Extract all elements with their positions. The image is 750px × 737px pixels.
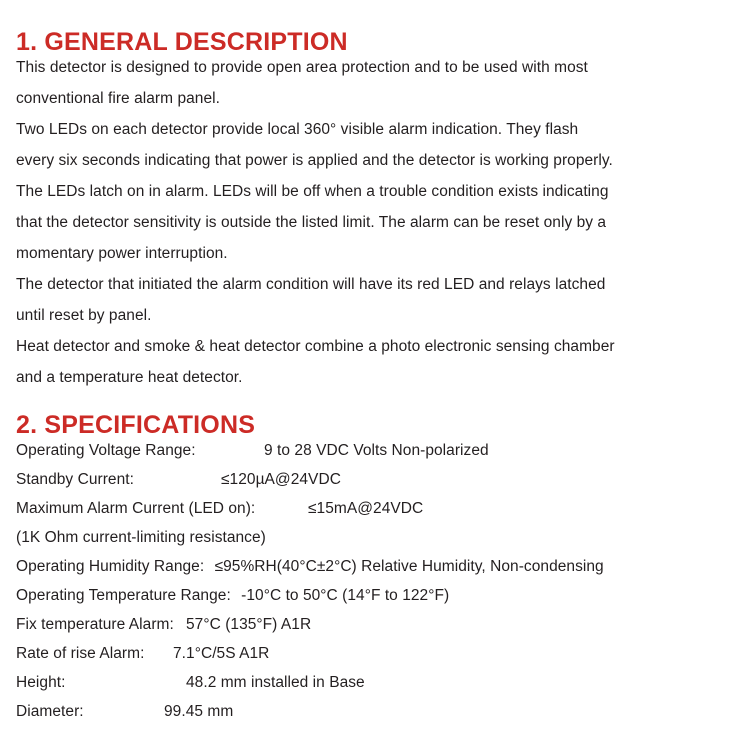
spec-row: [16, 581, 732, 610]
spec-label: (1K Ohm current-limiting resistance): [16, 529, 266, 546]
spec-row: [16, 639, 732, 668]
section-heading-general-description: 1. GENERAL DESCRIPTION: [16, 27, 348, 56]
spec-value: 99.45 mm: [164, 703, 234, 720]
spec-value: ≤15mA@24VDC: [308, 500, 424, 517]
spec-label: Rate of rise Alarm:: [16, 645, 145, 662]
spec-row-note: [16, 523, 732, 552]
spec-row: [16, 668, 732, 697]
spec-row: [16, 465, 732, 494]
spec-label: Operating Voltage Range:: [16, 442, 196, 459]
body-line: The LEDs latch on in alarm. LEDs will be off when a trouble condition exists indicating: [16, 183, 609, 200]
specifications-list: [16, 436, 732, 726]
spec-row: [16, 494, 732, 523]
spec-label: Operating Temperature Range:: [16, 587, 231, 604]
general-description-body: [16, 52, 732, 393]
spec-value: ≤120µA@24VDC: [221, 471, 341, 488]
spec-row: [16, 552, 732, 581]
body-line: Two LEDs on each detector provide local 360° visible alarm indication. They flash: [16, 121, 579, 138]
spec-label: Height:: [16, 674, 66, 691]
body-line: until reset by panel.: [16, 307, 152, 324]
spec-value: 9 to 28 VDC Volts Non-polarized: [264, 442, 489, 459]
spec-row: [16, 697, 732, 726]
spec-row: [16, 610, 732, 639]
body-line: every six seconds indicating that power is applied and the detector is working properly.: [16, 152, 613, 169]
spec-label: Fix temperature Alarm:: [16, 616, 174, 633]
spec-label: Maximum Alarm Current (LED on):: [16, 500, 256, 517]
body-line: momentary power interruption.: [16, 245, 228, 262]
body-line: conventional fire alarm panel.: [16, 90, 220, 107]
body-line: Heat detector and smoke & heat detector combine a photo electronic sensing chamber: [16, 338, 615, 355]
section-heading-specifications: 2. SPECIFICATIONS: [16, 410, 256, 439]
spec-value: 57°C (135°F) A1R: [186, 616, 312, 633]
spec-label: Standby Current:: [16, 471, 134, 488]
spec-row: [16, 436, 732, 465]
body-line: and a temperature heat detector.: [16, 369, 243, 386]
body-line: that the detector sensitivity is outside the listed limit. The alarm can be reset only by a: [16, 214, 607, 231]
spec-label: Diameter:: [16, 703, 84, 720]
spec-value: 48.2 mm installed in Base: [186, 674, 365, 691]
body-line: This detector is designed to provide open area protection and to be used with most: [16, 59, 588, 76]
spec-label: Operating Humidity Range:: [16, 558, 205, 575]
spec-value: 7.1°C/5S A1R: [173, 645, 270, 662]
body-line: The detector that initiated the alarm condition will have its red LED and relays latched: [16, 276, 606, 293]
spec-value: -10°C to 50°C (14°F to 122°F): [241, 587, 450, 604]
spec-value: ≤95%RH(40°C±2°C) Relative Humidity, Non-condensing: [214, 558, 604, 575]
